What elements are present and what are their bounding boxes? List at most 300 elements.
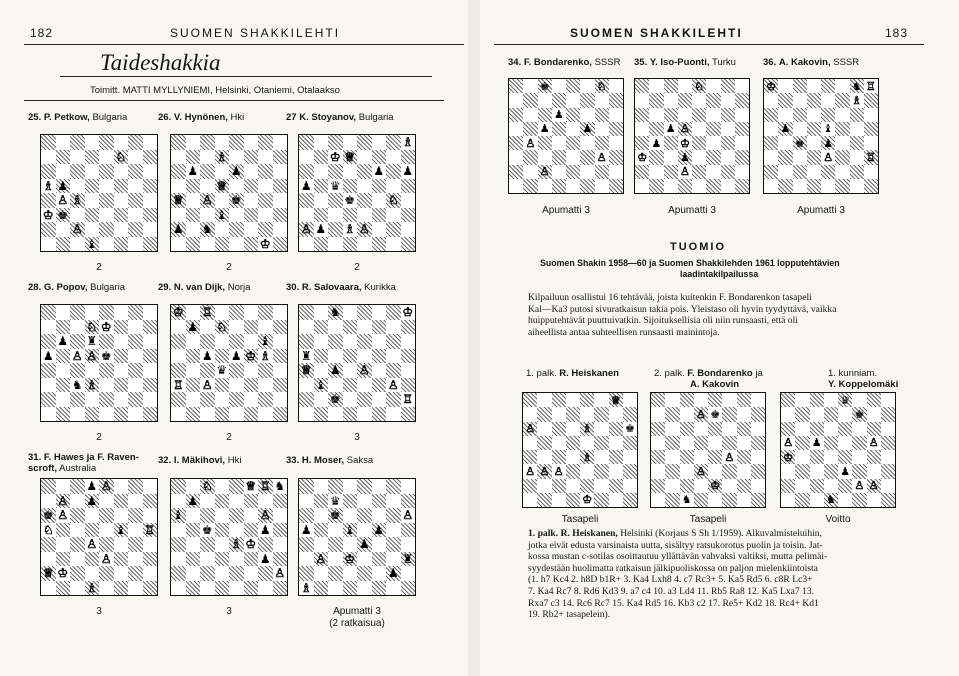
board-square: [552, 79, 566, 93]
board-square: [852, 479, 866, 493]
board-square: [401, 208, 416, 223]
board-square: [678, 150, 692, 164]
board-square: [751, 464, 765, 478]
board-square: [881, 479, 895, 493]
board-square: [665, 422, 679, 436]
board-square: [401, 494, 416, 509]
problem-place: Hki: [230, 112, 245, 123]
solution-line: 7. Ka4 Rc7 8. Rd6 Kd3 9. a7 c4 10. a3 Ld4 11. Rb5 Ra8 12. Ka5 Lxa7 13.: [528, 585, 815, 597]
board-square: [258, 150, 273, 165]
board-square: [778, 93, 792, 107]
white-queen-icon: ♕: [172, 193, 184, 208]
board-square: [258, 334, 273, 349]
white-pawn-icon: ♙: [525, 422, 536, 436]
problem-author: N. van Dijk,: [173, 282, 226, 293]
white-bishop-icon: ♗: [259, 348, 271, 363]
board-square: [386, 179, 401, 194]
board-square: [215, 537, 230, 552]
problem-place: Bulgaria: [92, 112, 128, 123]
problem-label: [158, 455, 241, 466]
board-square: [386, 508, 401, 523]
board-square: [114, 566, 129, 581]
board-square: [85, 392, 100, 407]
board-square: [838, 479, 852, 493]
board-square: [215, 566, 230, 581]
board-square: [357, 334, 372, 349]
white-king-icon: ♔: [245, 348, 257, 363]
board-square: [56, 552, 71, 567]
board-square: [852, 450, 866, 464]
problem-author: K. Stoyanov,: [299, 112, 357, 123]
black-pawn-icon: ♟: [651, 136, 662, 150]
board-square: [386, 494, 401, 509]
board-square: [566, 136, 580, 150]
board-square: [372, 208, 387, 223]
board-square: [299, 508, 314, 523]
board-square: [609, 479, 623, 493]
board-square: [821, 108, 835, 122]
black-king-icon: ♚: [329, 392, 341, 407]
board-square: [523, 108, 537, 122]
board-square: [244, 305, 259, 320]
board-square: [56, 581, 71, 596]
board-square: [143, 392, 158, 407]
board-square: [273, 494, 288, 509]
white-pawn-icon: ♙: [71, 222, 83, 237]
black-bishop-icon: ♝: [344, 522, 356, 537]
board-square: [735, 108, 749, 122]
board-square: [401, 150, 416, 165]
board-square: [386, 349, 401, 364]
board-square: [343, 523, 358, 538]
board-square: [523, 179, 537, 193]
white-queen-icon: ♕: [300, 363, 312, 378]
board-square: [70, 479, 85, 494]
board-square: [595, 165, 609, 179]
board-square: [664, 150, 678, 164]
board-square: [143, 320, 158, 335]
board-square: [372, 566, 387, 581]
black-bishop-icon: ♝: [115, 522, 127, 537]
chess-board: [40, 304, 158, 422]
chess-board: [298, 304, 416, 422]
board-square: [114, 179, 129, 194]
board-square: [680, 422, 694, 436]
white-rook-icon: ♖: [172, 377, 184, 392]
board-square: [41, 320, 56, 335]
board-square: [523, 422, 537, 436]
problem-caption: 3: [354, 432, 360, 443]
board-square: [328, 407, 343, 422]
board-square: [128, 179, 143, 194]
black-king-icon: ♚: [794, 136, 805, 150]
black-pawn-icon: ♟: [259, 522, 271, 537]
black-king-icon: ♚: [57, 207, 69, 222]
board-square: [692, 122, 706, 136]
prize-author: F. Bondarenko: [687, 368, 753, 379]
board-square: [386, 523, 401, 538]
board-square: [114, 363, 129, 378]
board-square: [314, 193, 329, 208]
board-square: [128, 208, 143, 223]
board-square: [821, 165, 835, 179]
board-square: [299, 179, 314, 194]
black-queen-icon: ♛: [329, 178, 341, 193]
problem-caption: 3: [226, 606, 232, 617]
board-square: [708, 393, 722, 407]
board-square: [694, 464, 708, 478]
problem-caption: 2: [226, 432, 232, 443]
board-square: [721, 136, 735, 150]
board-square: [708, 436, 722, 450]
white-pawn-icon: ♙: [57, 193, 69, 208]
black-pawn-icon: ♟: [86, 479, 98, 494]
board-square: [186, 552, 201, 567]
board-square: [114, 407, 129, 422]
board-square: [273, 537, 288, 552]
board-square: [580, 93, 594, 107]
board-square: [186, 479, 201, 494]
white-rook-icon: ♖: [865, 150, 876, 164]
white-king-icon: ♔: [402, 305, 414, 320]
board-square: [824, 450, 838, 464]
board-square: [651, 407, 665, 421]
board-square: [85, 179, 100, 194]
board-square: [864, 122, 878, 136]
board-square: [99, 537, 114, 552]
black-knight-icon: ♞: [825, 493, 836, 507]
board-square: [357, 208, 372, 223]
board-square: [299, 479, 314, 494]
white-bishop-icon: ♗: [230, 537, 242, 552]
board-square: [795, 493, 809, 507]
board-square: [523, 165, 537, 179]
board-square: [721, 79, 735, 93]
board-square: [41, 392, 56, 407]
board-square: [386, 407, 401, 422]
board-square: [171, 237, 186, 252]
board-square: [386, 193, 401, 208]
board-square: [143, 581, 158, 596]
board-square: [128, 222, 143, 237]
board-square: [372, 305, 387, 320]
board-square: [821, 150, 835, 164]
board-square: [186, 193, 201, 208]
board-square: [171, 378, 186, 393]
board-square: [171, 193, 186, 208]
board-square: [566, 79, 580, 93]
problem-caption-note: (2 ratkaisua): [329, 618, 385, 629]
board-square: [706, 108, 720, 122]
tuomio-line: aiheellista antaa suhteellisen runsaasti mainintoja.: [528, 326, 720, 338]
board-square: [835, 179, 849, 193]
board-square: [781, 464, 795, 478]
prize-rank: 1. kunniam.: [828, 368, 878, 379]
board-square: [623, 450, 637, 464]
black-pawn-icon: ♟: [539, 122, 550, 136]
board-square: [244, 566, 259, 581]
white-knight-icon: ♘: [694, 79, 705, 93]
board-square: [328, 566, 343, 581]
board-square: [244, 208, 259, 223]
board-square: [708, 450, 722, 464]
board-square: [200, 222, 215, 237]
board-square: [128, 334, 143, 349]
board-square: [721, 179, 735, 193]
board-square: [215, 222, 230, 237]
board-square: [229, 523, 244, 538]
board-square: [401, 320, 416, 335]
board-square: [186, 407, 201, 422]
problem-number: 33.: [286, 455, 300, 466]
board-square: [328, 334, 343, 349]
board-square: [200, 508, 215, 523]
board-square: [850, 179, 864, 193]
board-square: [401, 349, 416, 364]
right-page: [480, 0, 959, 676]
problem-number: 34.: [508, 57, 522, 68]
board-square: [273, 208, 288, 223]
board-square: [215, 135, 230, 150]
board-square: [635, 79, 649, 93]
board-square: [273, 150, 288, 165]
board-square: [552, 407, 566, 421]
board-square: [722, 493, 736, 507]
board-square: [580, 165, 594, 179]
board-square: [114, 494, 129, 509]
problem-author: P. Petkow,: [43, 112, 90, 123]
white-king-icon: ♔: [57, 566, 69, 581]
board-square: [143, 164, 158, 179]
board-square: [609, 393, 623, 407]
board-square: [651, 436, 665, 450]
board-square: [401, 378, 416, 393]
board-square: [781, 436, 795, 450]
board-square: [244, 135, 259, 150]
board-square: [867, 464, 881, 478]
board-square: [128, 537, 143, 552]
board-square: [764, 136, 778, 150]
board-square: [721, 122, 735, 136]
board-square: [143, 150, 158, 165]
board-square: [244, 537, 259, 552]
board-square: [692, 79, 706, 93]
white-king-icon: ♔: [766, 79, 777, 93]
chess-board: [763, 78, 879, 194]
board-square: [114, 523, 129, 538]
board-square: [867, 479, 881, 493]
black-rook-icon: ♜: [402, 551, 414, 566]
board-square: [372, 349, 387, 364]
board-square: [778, 108, 792, 122]
editor-line: Toimitt. MATTI MYLLYNIEMI, Helsinki, Otaniemi, Otalaakso: [90, 85, 340, 96]
board-square: [41, 349, 56, 364]
prize-rank: 1. palk.: [526, 368, 557, 379]
board-square: [171, 479, 186, 494]
board-square: [609, 122, 623, 136]
white-king-icon: ♔: [582, 493, 593, 507]
black-king-icon: ♚: [201, 522, 213, 537]
board-square: [299, 494, 314, 509]
board-square: [229, 320, 244, 335]
board-square: [635, 150, 649, 164]
white-king-icon: ♔: [344, 551, 356, 566]
board-square: [664, 136, 678, 150]
board-square: [778, 179, 792, 193]
problem-number: 28.: [28, 282, 42, 293]
white-knight-icon: ♘: [86, 319, 98, 334]
board-square: [85, 407, 100, 422]
board-square: [566, 122, 580, 136]
board-square: [372, 334, 387, 349]
editor-rule: [24, 100, 444, 101]
board-square: [864, 165, 878, 179]
board-square: [229, 392, 244, 407]
white-pawn-icon: ♙: [783, 436, 794, 450]
board-square: [229, 479, 244, 494]
problem-label: [763, 57, 859, 68]
board-square: [594, 422, 608, 436]
board-square: [357, 494, 372, 509]
board-square: [609, 136, 623, 150]
board-square: [99, 508, 114, 523]
board-square: [229, 349, 244, 364]
white-king-icon: ♔: [245, 537, 257, 552]
board-square: [215, 581, 230, 596]
white-pawn-icon: ♙: [86, 537, 98, 552]
board-square: [328, 552, 343, 567]
board-square: [314, 135, 329, 150]
board-square: [171, 523, 186, 538]
prize-label: [654, 368, 763, 390]
black-knight-icon: ♞: [201, 222, 213, 237]
board-square: [215, 508, 230, 523]
board-square: [778, 165, 792, 179]
problem-author: Y. Iso-Puonti,: [649, 57, 710, 68]
title-underline: [60, 76, 432, 77]
board-square: [372, 237, 387, 252]
board-square: [99, 193, 114, 208]
board-square: [143, 349, 158, 364]
board-square: [623, 393, 637, 407]
board-square: [171, 494, 186, 509]
board-square: [764, 150, 778, 164]
board-square: [215, 208, 230, 223]
board-square: [200, 150, 215, 165]
board-square: [143, 566, 158, 581]
board-square: [99, 479, 114, 494]
board-square: [41, 334, 56, 349]
board-square: [99, 378, 114, 393]
board-square: [186, 349, 201, 364]
board-square: [401, 392, 416, 407]
board-square: [372, 363, 387, 378]
board-square: [200, 237, 215, 252]
board-square: [56, 164, 71, 179]
board-square: [538, 136, 552, 150]
board-square: [273, 523, 288, 538]
board-square: [678, 79, 692, 93]
black-pawn-icon: ♟: [86, 493, 98, 508]
board-square: [41, 508, 56, 523]
board-square: [299, 334, 314, 349]
board-square: [609, 450, 623, 464]
board-square: [171, 150, 186, 165]
board-square: [215, 237, 230, 252]
board-square: [881, 493, 895, 507]
solution-line: 19. Rb2+ tasapelein).: [528, 609, 611, 621]
board-square: [229, 581, 244, 596]
board-square: [171, 363, 186, 378]
board-square: [357, 320, 372, 335]
board-square: [372, 164, 387, 179]
board-square: [200, 179, 215, 194]
board-square: [509, 150, 523, 164]
board-square: [215, 392, 230, 407]
board-square: [764, 79, 778, 93]
board-square: [566, 179, 580, 193]
prize-label: [526, 368, 619, 379]
board-square: [85, 523, 100, 538]
board-square: [186, 222, 201, 237]
board-square: [692, 150, 706, 164]
board-square: [651, 464, 665, 478]
board-square: [401, 164, 416, 179]
board-square: [128, 508, 143, 523]
board-square: [357, 179, 372, 194]
board-square: [215, 305, 230, 320]
board-square: [258, 208, 273, 223]
board-square: [835, 79, 849, 93]
board-square: [852, 407, 866, 421]
board-square: [99, 552, 114, 567]
board-square: [386, 237, 401, 252]
chess-board: [170, 478, 288, 596]
board-square: [114, 479, 129, 494]
board-square: [793, 122, 807, 136]
board-square: [401, 407, 416, 422]
board-square: [258, 378, 273, 393]
board-square: [552, 450, 566, 464]
board-square: [764, 165, 778, 179]
problem-number: 27: [286, 112, 297, 123]
black-king-icon: ♚: [710, 407, 721, 421]
board-square: [864, 93, 878, 107]
board-square: [258, 237, 273, 252]
board-square: [523, 436, 537, 450]
board-square: [299, 537, 314, 552]
board-square: [343, 164, 358, 179]
board-square: [737, 479, 751, 493]
board-square: [537, 393, 551, 407]
right-running-head: SUOMEN SHAKKILEHTI: [570, 26, 743, 40]
board-square: [566, 450, 580, 464]
board-square: [70, 537, 85, 552]
board-square: [244, 523, 259, 538]
board-square: [386, 537, 401, 552]
board-square: [372, 494, 387, 509]
board-square: [128, 320, 143, 335]
board-square: [537, 422, 551, 436]
board-square: [244, 407, 259, 422]
board-square: [99, 208, 114, 223]
board-square: [594, 450, 608, 464]
board-square: [807, 179, 821, 193]
board-square: [678, 122, 692, 136]
board-square: [171, 305, 186, 320]
white-king-icon: ♔: [783, 450, 794, 464]
board-square: [386, 566, 401, 581]
